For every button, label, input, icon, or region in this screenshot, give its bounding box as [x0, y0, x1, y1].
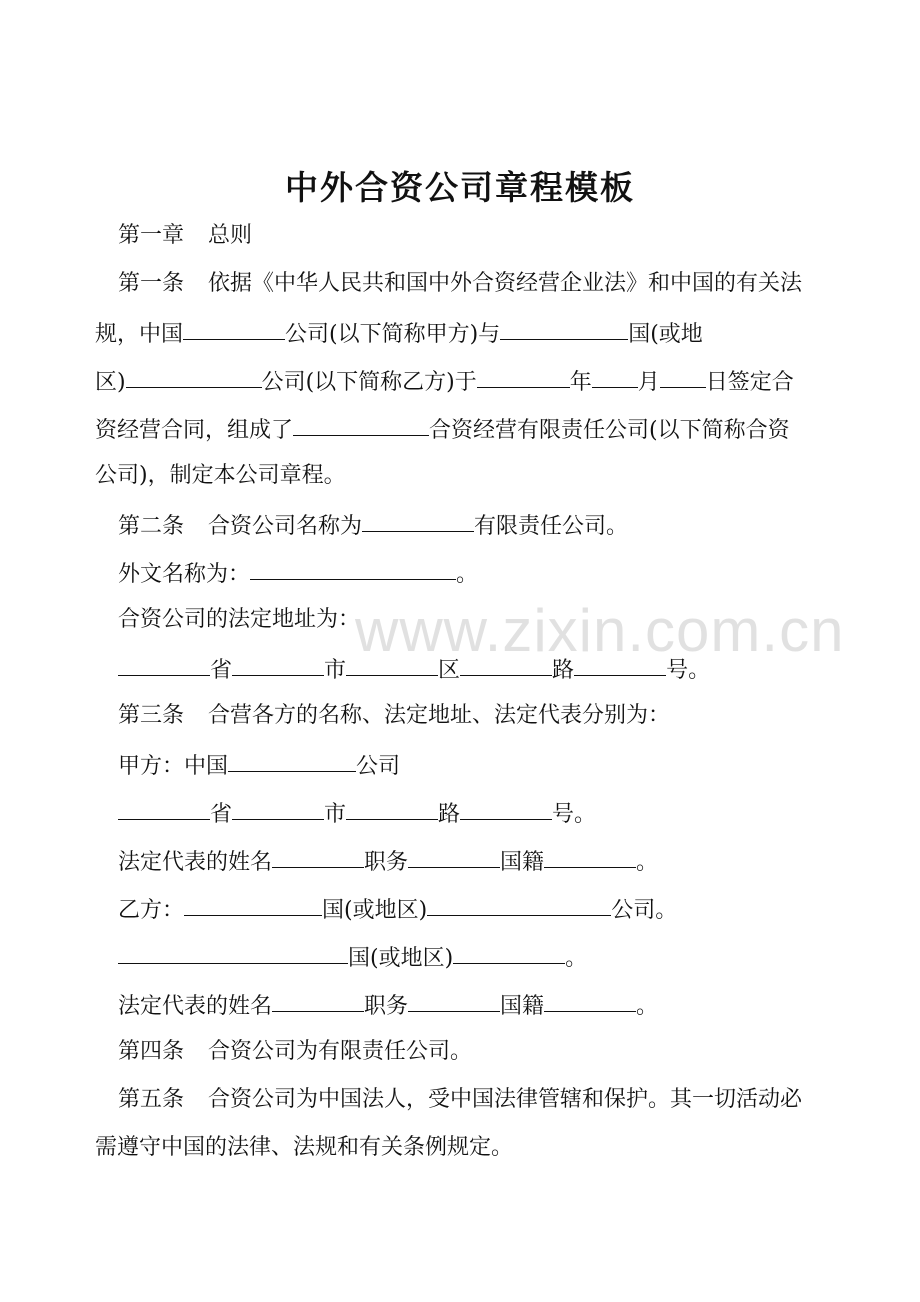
text-segment: 。 [636, 994, 659, 1019]
fill-blank [183, 317, 285, 340]
fill-blank [408, 845, 500, 868]
fill-blank [362, 509, 474, 532]
text-segment: 国(或地区) [348, 946, 454, 971]
article-1-line-4 [95, 413, 840, 446]
article-2-line-1 [118, 509, 863, 542]
fill-blank [592, 365, 638, 388]
watermark: www.zixin.com.cn [355, 597, 845, 664]
chapter-name: 总则 [208, 223, 253, 248]
article-4-line [118, 1037, 863, 1067]
text-segment: 合资公司为有限责任公司。 [208, 1039, 473, 1064]
text-segment: 合资经营有限责任公司(以下简称合资 [429, 418, 790, 443]
text-segment: 乙方： [118, 898, 185, 923]
text-segment: 。 [456, 562, 479, 587]
text-segment: 区 [438, 658, 461, 683]
fill-blank [408, 989, 500, 1012]
article-2-label: 第二条 [118, 514, 185, 539]
fill-blank [228, 749, 356, 772]
text-segment: 省 [210, 802, 233, 827]
party-b-line [118, 893, 863, 926]
fill-blank [453, 941, 565, 964]
fill-blank [118, 653, 210, 676]
article-1-text: 依据《中华人民共和国中外合资经营企业法》和中国的有关法 [208, 271, 803, 296]
text-segment: 市 [324, 658, 347, 683]
text-segment: 国籍 [500, 994, 545, 1019]
article-5-label: 第五条 [118, 1087, 185, 1112]
fill-blank [574, 653, 666, 676]
text-segment: 需遵守中国的法律、法规和有关条例规定。 [95, 1135, 514, 1160]
article-1-line-5 [95, 461, 840, 491]
text-segment: 资经营合同，组成了 [95, 418, 294, 443]
fill-blank [660, 365, 706, 388]
article-4-label: 第四条 [118, 1039, 185, 1064]
chapter-heading [118, 221, 863, 251]
article-3-label: 第三条 [118, 703, 185, 728]
text-segment: 号。 [666, 658, 711, 683]
text-segment: 公司(以下简称甲方)与 [285, 322, 501, 347]
fill-blank [544, 845, 636, 868]
party-b-address-line [118, 941, 863, 974]
party-a-representative-line [118, 845, 863, 878]
fill-blank [272, 989, 364, 1012]
fill-blank [126, 365, 262, 388]
text-segment: 路 [552, 658, 575, 683]
article-1-line-2 [95, 317, 840, 350]
article-1-line-3 [95, 365, 840, 398]
text-segment: 甲方：中国 [118, 754, 229, 779]
text-segment: 合营各方的名称、法定地址、法定代表分别为： [208, 703, 671, 728]
fill-blank [232, 797, 324, 820]
text-segment: 国(或地 [628, 322, 703, 347]
party-b-representative-line [118, 989, 863, 1022]
text-segment: 。 [636, 850, 659, 875]
text-segment: 。 [565, 946, 588, 971]
legal-address-label [118, 605, 863, 635]
legal-address-line [118, 653, 863, 686]
text-segment: 市 [324, 802, 347, 827]
party-a-line [118, 749, 863, 782]
text-segment: 规，中国 [95, 322, 184, 347]
fill-blank [500, 317, 628, 340]
foreign-name-line [118, 557, 863, 590]
fill-blank [232, 653, 324, 676]
fill-blank [346, 797, 438, 820]
article-1-line-1 [118, 269, 863, 299]
text-segment: 公司(以下简称乙方)于 [261, 370, 477, 395]
text-segment: 月 [637, 370, 660, 395]
text-segment: 号。 [552, 802, 597, 827]
text-segment: 职务 [364, 850, 409, 875]
text-segment: 合资公司的法定地址为： [118, 607, 361, 632]
text-segment: 法定代表的姓名 [118, 994, 273, 1019]
fill-blank [427, 893, 611, 916]
article-3-line-1 [118, 701, 863, 731]
chapter-label: 第一章 [118, 223, 185, 248]
fill-blank [346, 653, 438, 676]
text-segment: 公司。 [611, 898, 678, 923]
fill-blank [118, 797, 210, 820]
party-a-address-line [118, 797, 863, 830]
fill-blank [477, 365, 570, 388]
text-segment: 日签定合 [705, 370, 794, 395]
text-segment: 外文名称为： [118, 562, 251, 587]
fill-blank [118, 941, 348, 964]
text-segment: 路 [438, 802, 461, 827]
text-segment: 公司)，制定本公司章程。 [95, 463, 346, 488]
text-segment: 省 [210, 658, 233, 683]
text-segment: 国(或地区) [322, 898, 428, 923]
text-segment: 职务 [364, 994, 409, 1019]
fill-blank [184, 893, 322, 916]
text-segment: 有限责任公司。 [474, 514, 629, 539]
text-segment: 法定代表的姓名 [118, 850, 273, 875]
article-5-line-1 [118, 1085, 863, 1115]
text-segment: 合资公司为中国法人，受中国法律管辖和保护。其一切活动必 [208, 1087, 803, 1112]
article-5-line-2 [95, 1133, 840, 1163]
fill-blank [272, 845, 364, 868]
text-segment: 合资公司名称为 [208, 514, 363, 539]
fill-blank [544, 989, 636, 1012]
text-segment: 国籍 [500, 850, 545, 875]
article-1-label: 第一条 [118, 271, 185, 296]
fill-blank [460, 653, 552, 676]
fill-blank [460, 797, 552, 820]
text-segment: 公司 [356, 754, 401, 779]
text-segment: 年 [569, 370, 592, 395]
fill-blank [293, 413, 429, 436]
document-title: 中外合资公司章程模板 [285, 168, 635, 207]
fill-blank [250, 557, 456, 580]
text-segment: 区) [95, 370, 126, 395]
